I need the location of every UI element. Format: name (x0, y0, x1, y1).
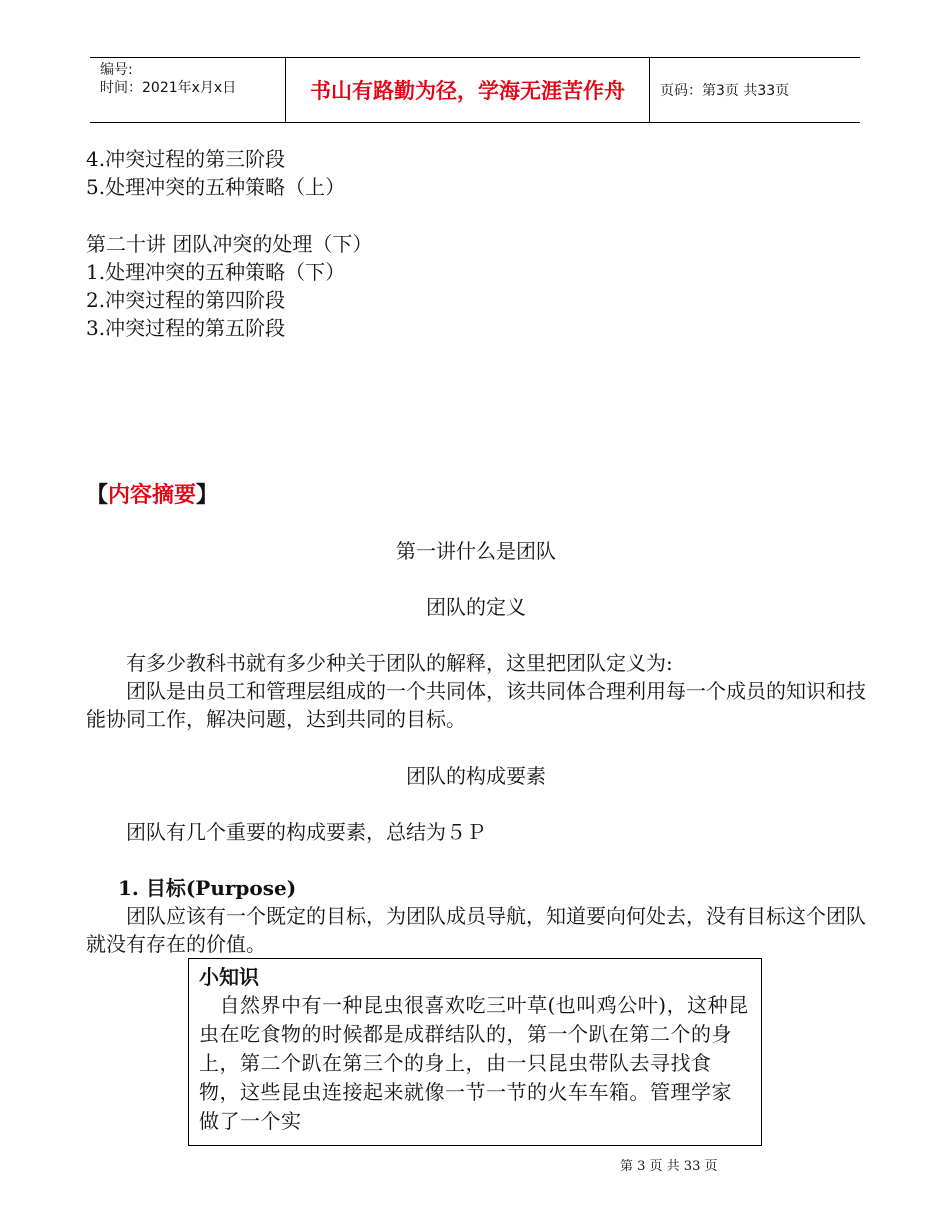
toc-item: 3.冲突过程的第五阶段 (86, 316, 286, 340)
bracket-left: 【 (86, 483, 109, 508)
lecture20-title: 第二十讲 团队冲突的处理（下） (86, 232, 373, 256)
elements-heading: 团队的构成要素 (406, 764, 546, 788)
item1-paragraph: 团队应该有一个既定的目标，为团队成员导航，知道要向何处去，没有目标这个团队就没有存在的价值。 (86, 904, 866, 956)
header-meta-cell (90, 58, 286, 122)
tip-box (188, 958, 762, 1146)
toc-item: 4.冲突过程的第三阶段 (86, 147, 286, 171)
page-footer: 第 3 页 共 33 页 (620, 1159, 718, 1174)
number-label: 编号: (100, 62, 133, 78)
definition-paragraph-2: 团队是由员工和管理层组成的一个共同体，该共同体合理利用每一个成员的知识和技能协同工作，解决问题，达到共同的目标。 (86, 679, 866, 731)
summary-heading (86, 478, 218, 509)
tip-title: 小知识 (199, 965, 259, 989)
lecture1-title: 第一讲什么是团队 (396, 539, 556, 563)
definition-paragraph-1: 有多少教科书就有多少种关于团队的解释，这里把团队定义为: (86, 651, 673, 675)
header-page-info: 页码：第3页 共33页 (660, 83, 790, 99)
time-label: 时间：2021年x月x日 (100, 80, 237, 96)
toc-item: 2.冲突过程的第四阶段 (86, 288, 286, 312)
tip-text: 自然界中有一种昆虫很喜欢吃三叶草(也叫鸡公叶)，这种昆虫在吃食物的时候都是成群结队的，第一个趴在第二个的身上，第二个趴在第三个的身上，由一只昆虫带队去寻找食物，这些昆虫连接起来就像一节一节的火车车箱。管理学家做了一个实 (199, 993, 749, 1133)
bracket-right: 】 (196, 483, 219, 508)
header-motto: 书山有路勤为径，学海无涯苦作舟 (286, 58, 650, 122)
elements-paragraph: 团队有几个重要的构成要素，总结为５Ｐ (86, 820, 486, 844)
definition-heading: 团队的定义 (426, 595, 526, 619)
item1-title: 1. 目标(Purpose) (118, 876, 297, 900)
header-table (90, 57, 860, 123)
toc-item: 5.处理冲突的五种策略（上） (86, 175, 346, 199)
toc-item: 1.处理冲突的五种策略（下） (86, 260, 346, 284)
summary-label: 内容摘要 (108, 483, 197, 508)
